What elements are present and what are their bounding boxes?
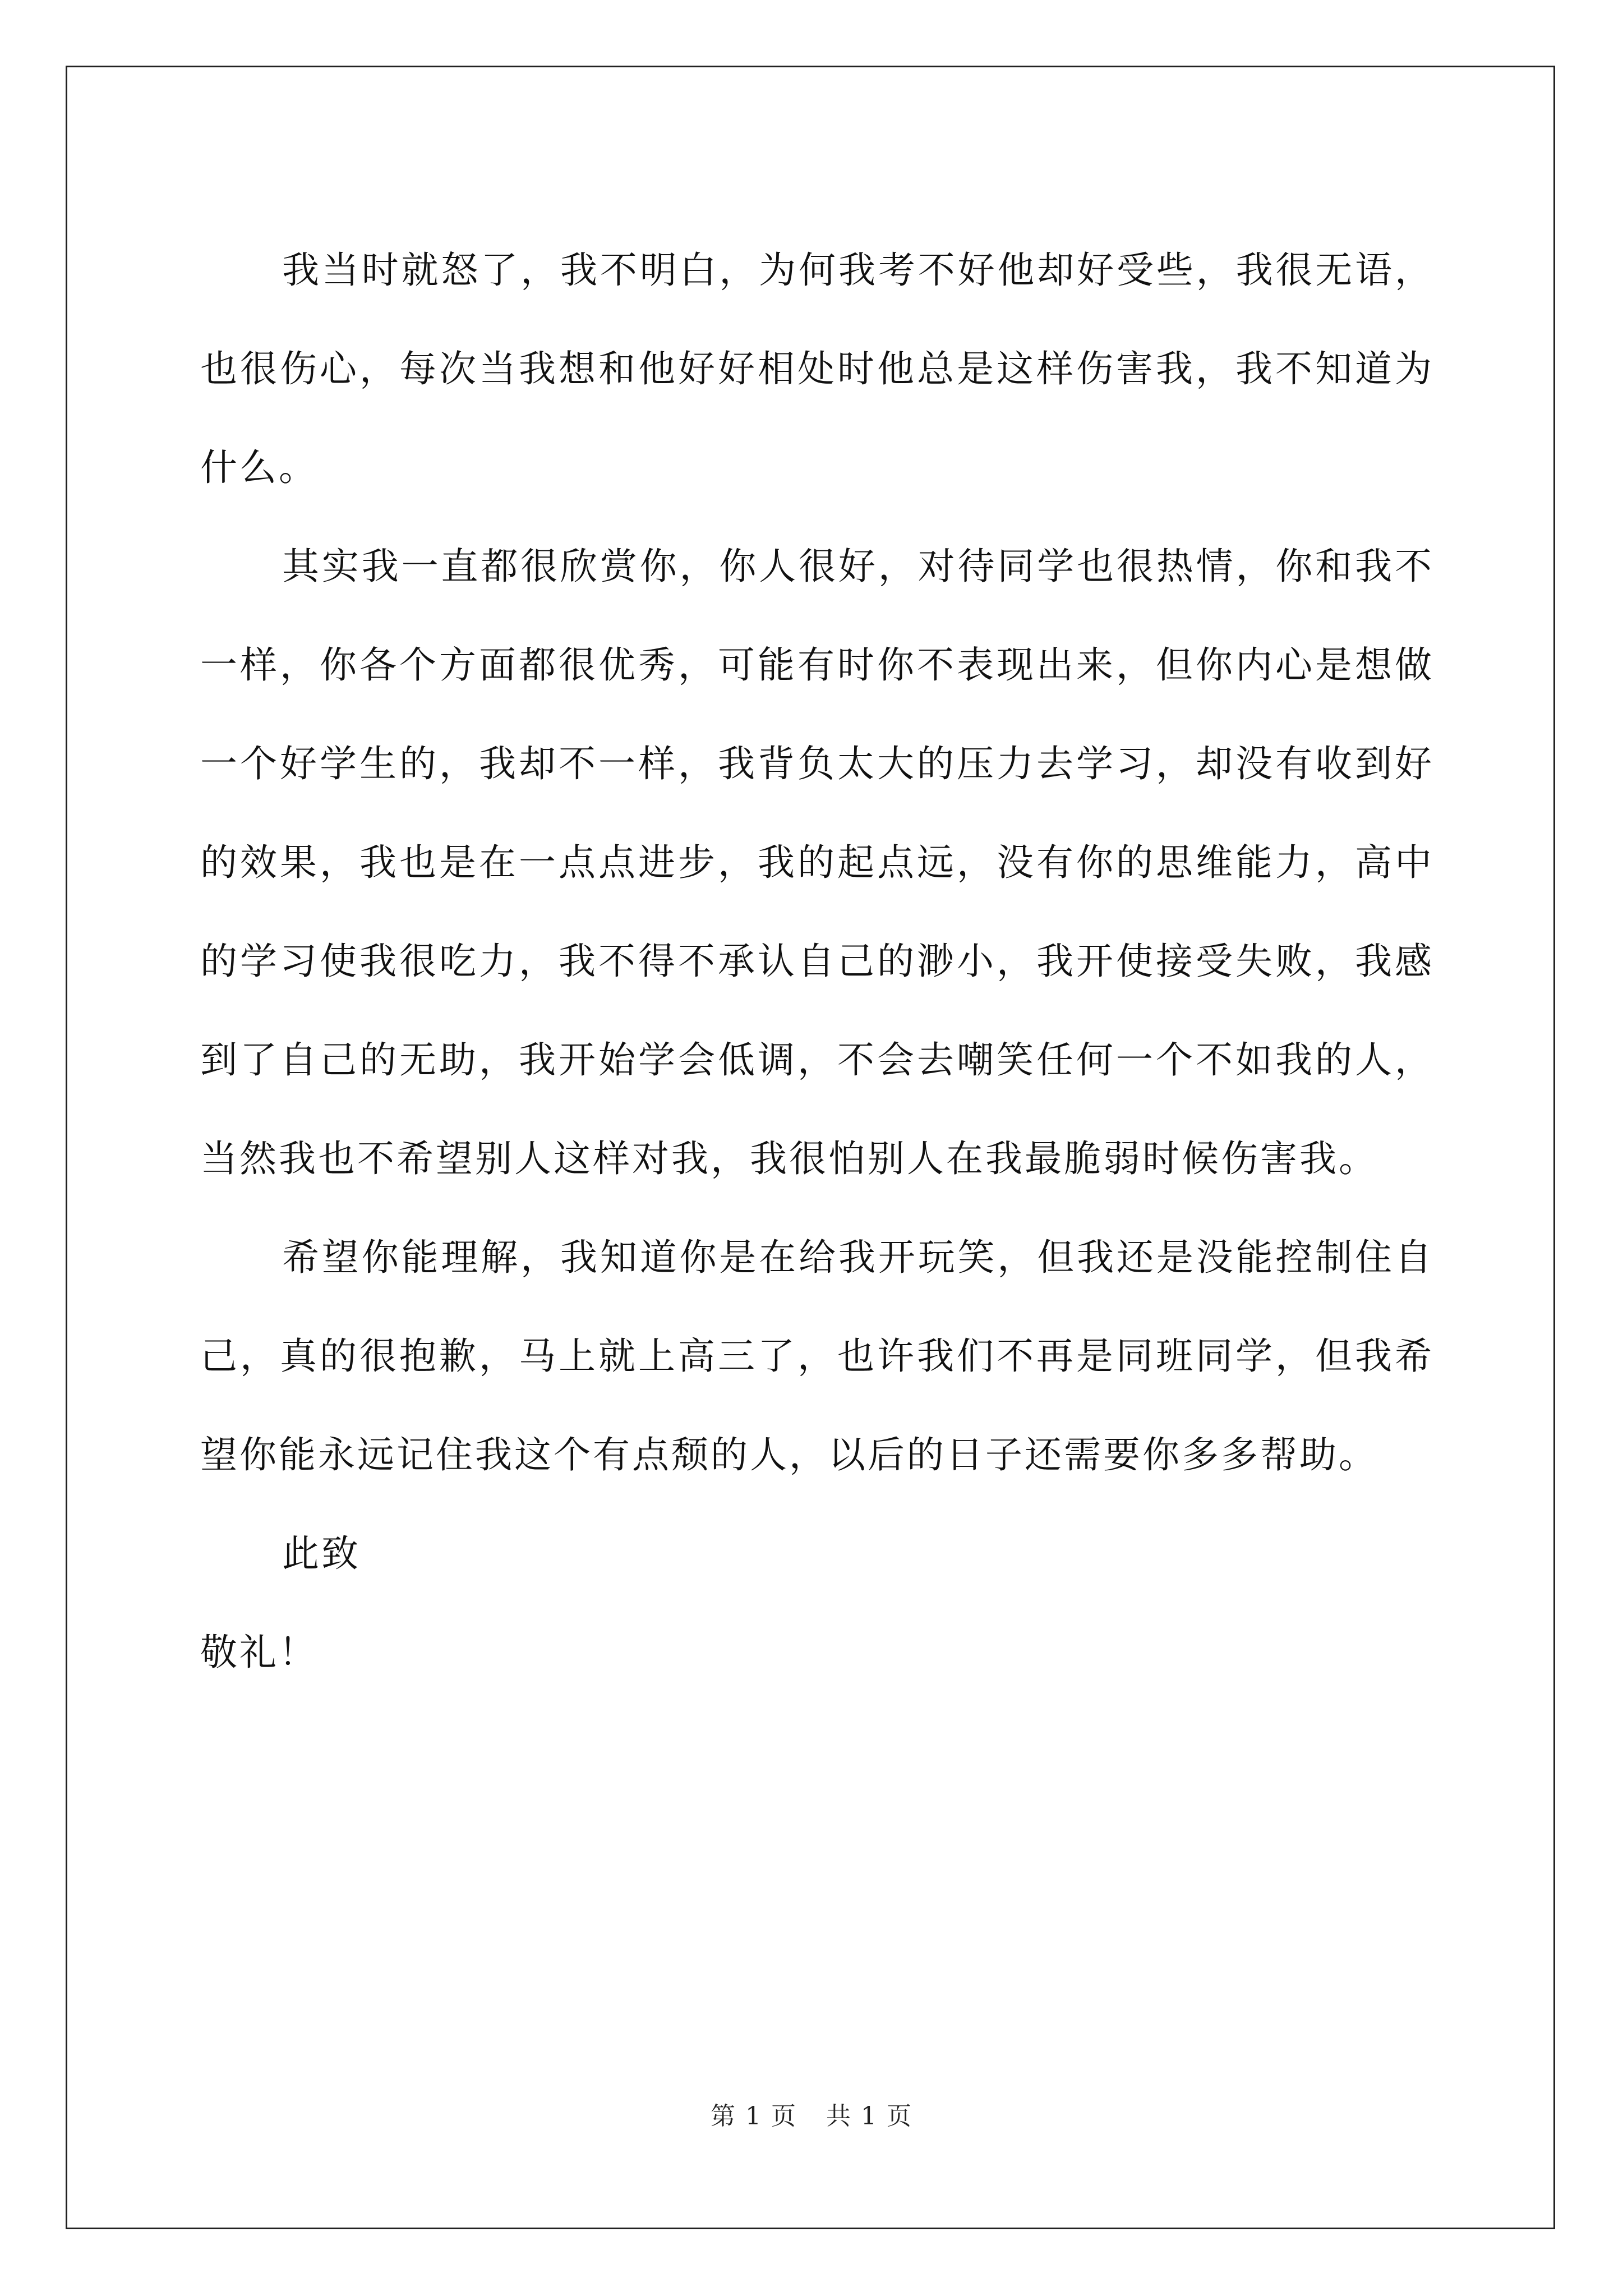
paragraph-1: 我当时就怒了，我不明白，为何我考不好他却好受些，我很无语，也很伤心，每次当我想和他好好相处时他总是这样伤害我，我不知道为什么。 — [200, 249, 1434, 489]
page-footer — [0, 2096, 1623, 2132]
page-total: 共 1 页 — [826, 2102, 912, 2131]
paragraph-3: 希望你能理解，我知道你是在给我开玩笑，但我还是没能控制住自己，真的很抱歉，马上就上高三了，也许我们不再是同班同学，但我希望你能永远记住我这个有点颓的人，以后的日子还需要你多多帮助。 — [200, 1236, 1434, 1476]
closing-regards: 敬礼！ — [200, 1631, 318, 1674]
page-number: 第 1 页 — [711, 2102, 797, 2131]
letter-body — [200, 221, 1434, 1702]
closing-salutation: 此致 — [282, 1532, 361, 1575]
paragraph-2: 其实我一直都很欣赏你，你人很好，对待同学也很热情，你和我不一样，你各个方面都很优秀，可能有时你不表现出来，但你内心是想做一个好学生的，我却不一样，我背负太大的压力去学习，却没有收到好的效果，我也是在一点点进步，我的起点远，没有你的思维能力，高中的学习使我很吃力，我不得不承认自己的渺小，我开使接受失败，我感到了自己的无助，我开始学会低调，不会去嘲笑任何一个不如我的人，当然我也不希望别人这样对我，我很怕别人在我最脆弱时候伤害我。 — [200, 545, 1434, 1180]
